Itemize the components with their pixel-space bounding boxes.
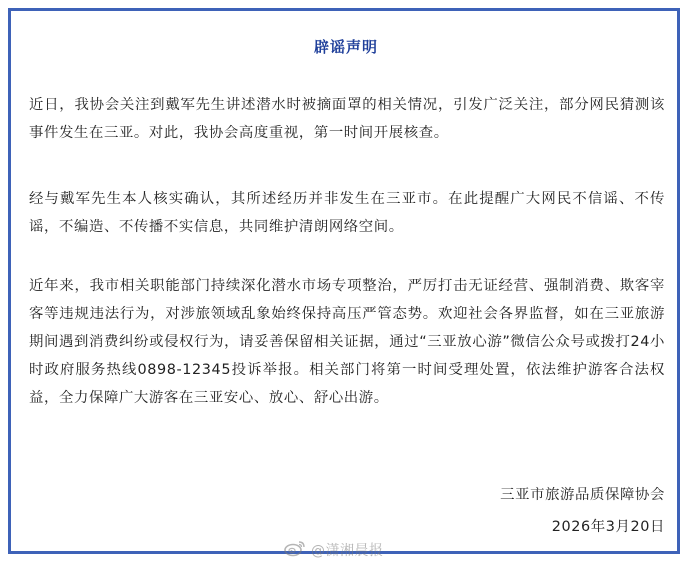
paragraph-2: 经与戴军先生本人核实确认，其所述经历并非发生在三亚市。在此提醒广大网民不信谣、不传谣，不编造、不传播不实信息，共同维护清朗网络空间。	[29, 191, 665, 235]
weibo-logo-icon	[284, 539, 306, 561]
watermark-text: @潇湘晨报	[311, 543, 384, 559]
weibo-watermark	[284, 536, 384, 564]
paragraph-3: 近年来，我市相关职能部门持续深化潜水市场专项整治，严厉打击无证经营、强制消费、欺客宰客等违规违法行为，对涉旅领域乱象始终保持高压严管态势。欢迎社会各界监督，如在三亚旅游期间遇到消费纠纷或侵权行为，请妥善保留相关证据，通过“三亚放心游”微信公众号或拨打24小时政府服务热线0898-12345投诉举报。相关部门将第一时间受理处置，依法维护游客合法权益，全力保障广大游客在三亚安心、放心、舒心出游。	[29, 278, 665, 406]
issuer-organization: 三亚市旅游品质保障协会	[500, 487, 665, 503]
statement-title: 辟谣声明	[313, 38, 378, 56]
issue-date: 2026年3月20日	[551, 519, 665, 535]
paragraph-1: 近日，我协会关注到戴军先生讲述潜水时被摘面罩的相关情况，引发广泛关注，部分网民猜测该事件发生在三亚。对此，我协会高度重视，第一时间开展核查。	[29, 97, 665, 141]
